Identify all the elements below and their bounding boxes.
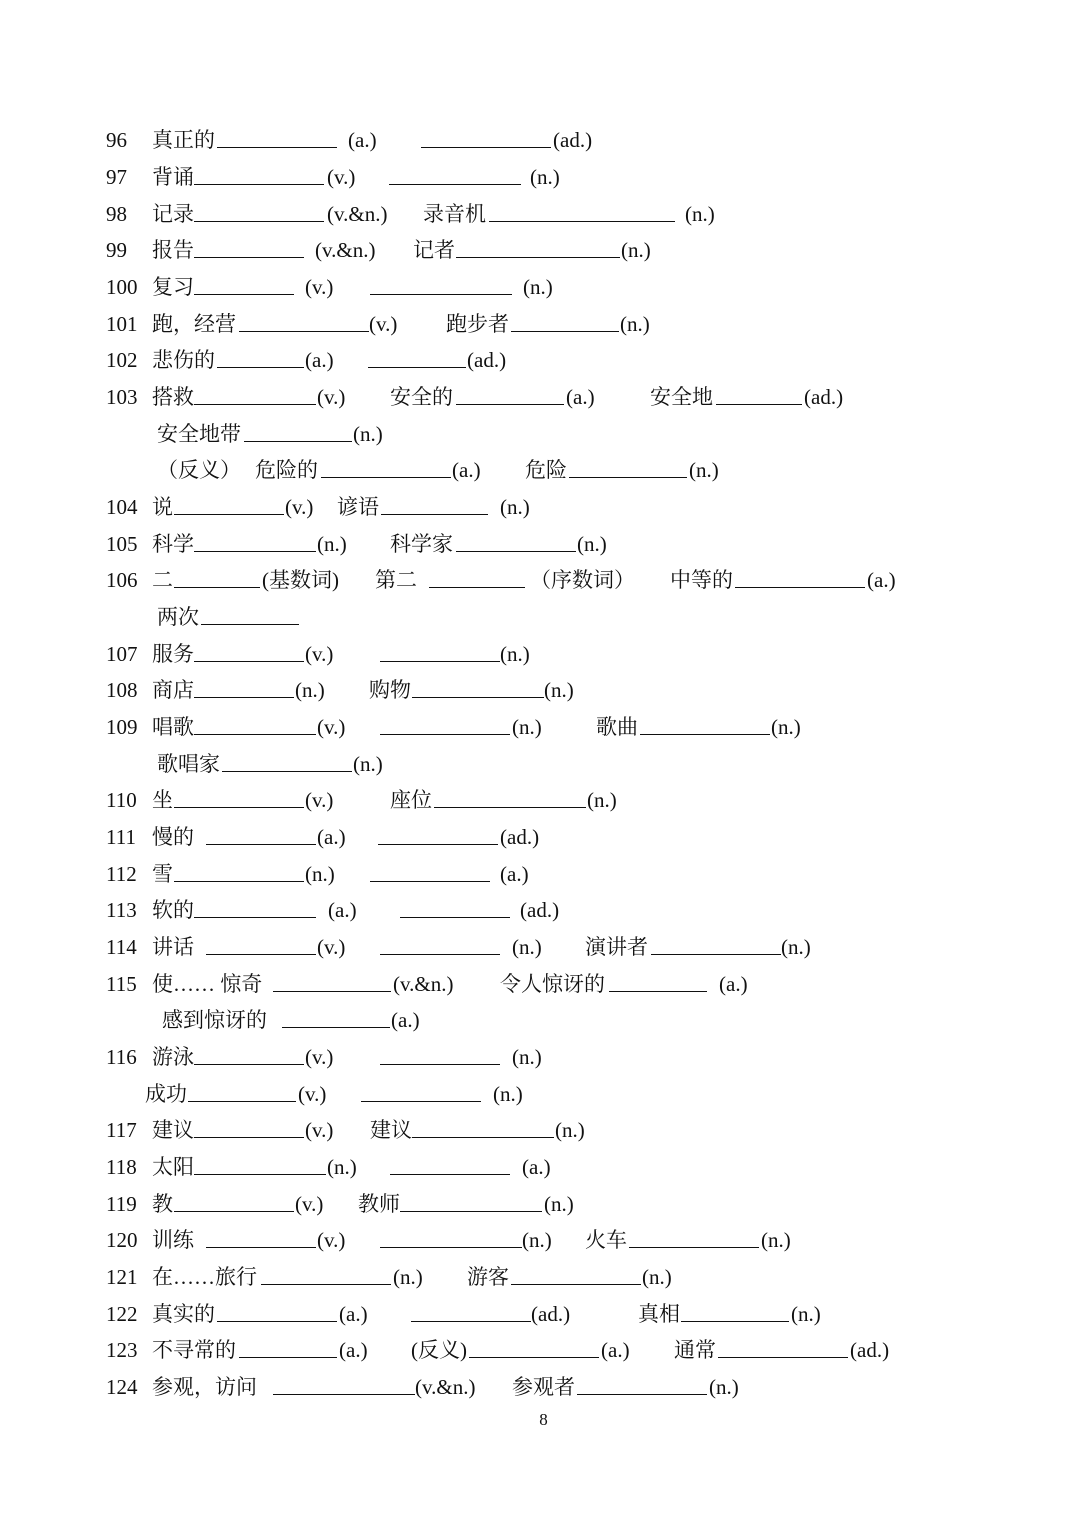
- item-number: 113: [106, 898, 137, 922]
- prompt-text: 训练: [152, 1228, 194, 1252]
- item-number: 106: [106, 568, 138, 592]
- prompt-text: 教师: [358, 1192, 400, 1216]
- prompt-text: (a.): [339, 1338, 368, 1362]
- item-number: 117: [106, 1118, 137, 1142]
- answer-blank[interactable]: [389, 184, 521, 185]
- answer-blank[interactable]: [456, 551, 576, 552]
- answer-blank[interactable]: [206, 1247, 316, 1248]
- prompt-text: (n.): [512, 935, 542, 959]
- prompt-text: (n.): [353, 752, 383, 776]
- prompt-text: 第二: [375, 568, 417, 592]
- prompt-text: 中等的: [670, 568, 733, 592]
- answer-blank[interactable]: [380, 954, 500, 955]
- answer-blank[interactable]: [434, 807, 586, 808]
- exercise-row-109: [0, 713, 1087, 741]
- answer-blank[interactable]: [194, 221, 324, 222]
- answer-blank[interactable]: [489, 221, 675, 222]
- exercise-row-97: [0, 163, 1087, 191]
- exercise-row-121: [0, 1263, 1087, 1291]
- exercise-row-110: [0, 786, 1087, 814]
- exercise-row-103b: [0, 420, 1087, 448]
- prompt-text: 科学: [152, 532, 194, 556]
- answer-blank[interactable]: [239, 331, 369, 332]
- exercise-row-100: [0, 273, 1087, 301]
- prompt-text: 科学家: [390, 532, 453, 556]
- exercise-row-120: [0, 1226, 1087, 1254]
- prompt-text: (ad.): [520, 898, 560, 922]
- prompt-text: (n.): [642, 1265, 672, 1289]
- prompt-text: (v.): [298, 1082, 327, 1106]
- item-number: 102: [106, 348, 138, 372]
- prompt-text: (v.): [317, 715, 346, 739]
- answer-blank[interactable]: [368, 367, 466, 368]
- answer-blank[interactable]: [174, 587, 260, 588]
- prompt-text: (基数词): [262, 568, 339, 592]
- answer-blank[interactable]: [511, 1284, 641, 1285]
- prompt-text: (v.&n.): [415, 1375, 476, 1399]
- prompt-text: 报告: [152, 238, 194, 262]
- prompt-text: (n.): [523, 275, 553, 299]
- exercise-row-119: [0, 1190, 1087, 1218]
- item-number: 98: [106, 202, 127, 226]
- answer-blank[interactable]: [511, 331, 619, 332]
- prompt-text: 讲话: [152, 935, 194, 959]
- prompt-text: (n.): [522, 1228, 552, 1252]
- prompt-text: 安全地带: [157, 422, 241, 446]
- answer-blank[interactable]: [273, 991, 391, 992]
- answer-blank[interactable]: [390, 1174, 510, 1175]
- prompt-text: (v.): [317, 385, 346, 409]
- answer-blank[interactable]: [194, 404, 316, 405]
- prompt-text: (v.): [317, 935, 346, 959]
- answer-blank[interactable]: [609, 991, 707, 992]
- item-number: 104: [106, 495, 138, 519]
- exercise-row-103c: [0, 456, 1087, 484]
- answer-blank[interactable]: [411, 1321, 531, 1322]
- answer-blank[interactable]: [194, 697, 294, 698]
- prompt-text: 教: [152, 1192, 173, 1216]
- prompt-text: 悲伤的: [152, 348, 215, 372]
- prompt-text: (v.): [317, 1228, 346, 1252]
- answer-blank[interactable]: [174, 881, 304, 882]
- prompt-text: (n.): [530, 165, 560, 189]
- prompt-text: 感到惊讶的: [162, 1008, 267, 1032]
- prompt-text: 背诵: [152, 165, 194, 189]
- prompt-text: 慢的: [152, 825, 194, 849]
- item-number: 118: [106, 1155, 137, 1179]
- prompt-text: (n.): [555, 1118, 585, 1142]
- prompt-text: 游客: [467, 1265, 509, 1289]
- exercise-row-109b: [0, 750, 1087, 778]
- answer-blank[interactable]: [429, 587, 525, 588]
- answer-blank[interactable]: [194, 551, 316, 552]
- prompt-text: (v.): [285, 495, 314, 519]
- answer-blank[interactable]: [174, 1211, 294, 1212]
- answer-blank[interactable]: [577, 1394, 707, 1395]
- exercise-row-96: [0, 126, 1087, 154]
- answer-blank[interactable]: [378, 844, 498, 845]
- prompt-text: (n.): [621, 238, 651, 262]
- answer-blank[interactable]: [244, 441, 352, 442]
- exercise-row-116: [0, 1043, 1087, 1071]
- prompt-text: 令人惊讶的: [500, 972, 605, 996]
- item-number: 103: [106, 385, 138, 409]
- prompt-text: 说: [152, 495, 173, 519]
- answer-blank[interactable]: [681, 1321, 789, 1322]
- prompt-text: 两次: [157, 605, 199, 629]
- prompt-text: (a.): [391, 1008, 420, 1032]
- item-number: 100: [106, 275, 138, 299]
- prompt-text: 歌唱家: [157, 752, 220, 776]
- prompt-text: （反义）: [157, 458, 241, 482]
- item-number: 122: [106, 1302, 138, 1326]
- answer-blank[interactable]: [321, 477, 451, 478]
- prompt-text: (n.): [577, 532, 607, 556]
- prompt-text: (a.): [867, 568, 896, 592]
- exercise-row-115: [0, 970, 1087, 998]
- answer-blank[interactable]: [217, 1321, 337, 1322]
- exercise-row-114: [0, 933, 1087, 961]
- exercise-row-112: [0, 860, 1087, 888]
- prompt-text: (a.): [719, 972, 748, 996]
- prompt-text: (n.): [353, 422, 383, 446]
- prompt-text: (ad.): [804, 385, 844, 409]
- prompt-text: (n.): [500, 495, 530, 519]
- prompt-text: 记录: [152, 202, 194, 226]
- exercise-row-124: [0, 1373, 1087, 1401]
- prompt-text: 商店: [152, 678, 194, 702]
- prompt-text: (v.): [305, 1118, 334, 1142]
- prompt-text: 参观，访问: [152, 1375, 257, 1399]
- prompt-text: 安全的: [390, 385, 453, 409]
- exercise-row-107: [0, 640, 1087, 668]
- prompt-text: 复习: [152, 275, 194, 299]
- answer-blank[interactable]: [174, 807, 304, 808]
- prompt-text: (a.): [348, 128, 377, 152]
- prompt-text: (a.): [522, 1155, 551, 1179]
- prompt-text: (n.): [709, 1375, 739, 1399]
- prompt-text: (v.): [305, 788, 334, 812]
- prompt-text: (n.): [327, 1155, 357, 1179]
- answer-blank[interactable]: [261, 1284, 391, 1285]
- item-number: 114: [106, 935, 137, 959]
- prompt-text: 在……旅行: [152, 1265, 257, 1289]
- prompt-text: (v.): [369, 312, 398, 336]
- answer-blank[interactable]: [380, 1064, 500, 1065]
- prompt-text: 不寻常的: [152, 1338, 236, 1362]
- answer-blank[interactable]: [629, 1247, 759, 1248]
- prompt-text: (a.): [452, 458, 481, 482]
- answer-blank[interactable]: [412, 697, 544, 698]
- answer-blank[interactable]: [735, 587, 865, 588]
- answer-blank[interactable]: [718, 1357, 848, 1358]
- answer-blank[interactable]: [194, 257, 304, 258]
- prompt-text: (v.&n.): [327, 202, 388, 226]
- prompt-text: 跑，经营: [152, 312, 236, 336]
- prompt-text: 火车: [585, 1228, 627, 1252]
- prompt-text: 使…… 惊奇: [152, 972, 263, 996]
- prompt-text: (n.): [512, 1045, 542, 1069]
- prompt-text: 雪: [152, 862, 173, 886]
- prompt-text: 成功: [145, 1082, 187, 1106]
- prompt-text: (n.): [512, 715, 542, 739]
- prompt-text: 游泳: [152, 1045, 194, 1069]
- answer-blank[interactable]: [206, 844, 316, 845]
- answer-blank[interactable]: [201, 624, 299, 625]
- prompt-text: 购物: [369, 678, 411, 702]
- prompt-text: (v.): [295, 1192, 324, 1216]
- prompt-text: 谚语: [337, 495, 379, 519]
- prompt-text: (n.): [393, 1265, 423, 1289]
- prompt-text: (a.): [500, 862, 529, 886]
- exercise-row-108: [0, 676, 1087, 704]
- item-number: 120: [106, 1228, 138, 1252]
- prompt-text: 真正的: [152, 128, 215, 152]
- prompt-text: (反义): [411, 1338, 467, 1362]
- prompt-text: 真相: [638, 1302, 680, 1326]
- prompt-text: (ad.): [531, 1302, 571, 1326]
- answer-blank[interactable]: [370, 294, 512, 295]
- item-number: 107: [106, 642, 138, 666]
- item-number: 110: [106, 788, 137, 812]
- answer-blank[interactable]: [188, 1101, 296, 1102]
- prompt-text: 参观者: [512, 1375, 575, 1399]
- prompt-text: 记者: [413, 238, 455, 262]
- prompt-text: 坐: [152, 788, 173, 812]
- item-number: 111: [106, 825, 136, 849]
- prompt-text: 建议: [152, 1118, 194, 1142]
- prompt-text: 录音机: [423, 202, 486, 226]
- prompt-text: 太阳: [152, 1155, 194, 1179]
- prompt-text: (v.&n.): [315, 238, 376, 262]
- prompt-text: 跑步者: [446, 312, 509, 336]
- answer-blank[interactable]: [239, 1357, 337, 1358]
- exercise-row-106b: [0, 603, 1087, 631]
- prompt-text: (n.): [587, 788, 617, 812]
- prompt-text: (n.): [771, 715, 801, 739]
- answer-blank[interactable]: [217, 367, 304, 368]
- answer-blank[interactable]: [412, 1137, 554, 1138]
- answer-blank[interactable]: [370, 881, 490, 882]
- prompt-text: 建议: [370, 1118, 412, 1142]
- prompt-text: (ad.): [500, 825, 540, 849]
- prompt-text: 真实的: [152, 1302, 215, 1326]
- prompt-text: 服务: [152, 642, 194, 666]
- item-number: 101: [106, 312, 138, 336]
- prompt-text: (a.): [328, 898, 357, 922]
- exercise-row-118: [0, 1153, 1087, 1181]
- prompt-text: (n.): [544, 678, 574, 702]
- prompt-text: (n.): [295, 678, 325, 702]
- prompt-text: (n.): [685, 202, 715, 226]
- item-number: 108: [106, 678, 138, 702]
- answer-blank[interactable]: [716, 404, 802, 405]
- answer-blank[interactable]: [400, 1211, 542, 1212]
- item-number: 115: [106, 972, 137, 996]
- answer-blank[interactable]: [569, 477, 687, 478]
- exercise-row-105: [0, 530, 1087, 558]
- answer-blank[interactable]: [361, 1101, 481, 1102]
- prompt-text: (n.): [305, 862, 335, 886]
- page-number: 8: [539, 1410, 548, 1429]
- answer-blank[interactable]: [194, 734, 316, 735]
- exercise-row-106: [0, 566, 1087, 594]
- prompt-text: (v.&n.): [393, 972, 454, 996]
- exercise-row-102: [0, 346, 1087, 374]
- prompt-text: (ad.): [850, 1338, 890, 1362]
- answer-blank[interactable]: [651, 954, 781, 955]
- exercise-row-117: [0, 1116, 1087, 1144]
- prompt-text: (n.): [761, 1228, 791, 1252]
- prompt-text: （序数词）: [530, 568, 635, 592]
- prompt-text: (v.): [305, 642, 334, 666]
- prompt-text: (v.): [305, 275, 334, 299]
- answer-blank[interactable]: [421, 147, 551, 148]
- answer-blank[interactable]: [282, 1027, 390, 1028]
- exercise-row-98: [0, 200, 1087, 228]
- item-number: 116: [106, 1045, 137, 1069]
- exercise-row-103: [0, 383, 1087, 411]
- answer-blank[interactable]: [380, 1247, 522, 1248]
- prompt-text: (n.): [500, 642, 530, 666]
- answer-blank[interactable]: [194, 661, 304, 662]
- prompt-text: 危险: [525, 458, 567, 482]
- prompt-text: (v.): [305, 1045, 334, 1069]
- prompt-text: (ad.): [553, 128, 593, 152]
- item-number: 97: [106, 165, 127, 189]
- exercise-row-104: [0, 493, 1087, 521]
- prompt-text: 歌曲: [596, 715, 638, 739]
- answer-blank[interactable]: [174, 514, 284, 515]
- prompt-text: (ad.): [467, 348, 507, 372]
- answer-blank[interactable]: [469, 1357, 599, 1358]
- prompt-text: (a.): [339, 1302, 368, 1326]
- answer-blank[interactable]: [456, 257, 620, 258]
- prompt-text: 安全地: [650, 385, 713, 409]
- item-number: 121: [106, 1265, 138, 1289]
- prompt-text: (n.): [544, 1192, 574, 1216]
- answer-blank[interactable]: [222, 771, 352, 772]
- prompt-text: 二: [152, 568, 173, 592]
- answer-blank[interactable]: [640, 734, 770, 735]
- answer-blank[interactable]: [456, 404, 564, 405]
- exercise-row-111: [0, 823, 1087, 851]
- prompt-text: 危险的: [255, 458, 318, 482]
- prompt-text: (n.): [317, 532, 347, 556]
- item-number: 105: [106, 532, 138, 556]
- item-number: 123: [106, 1338, 138, 1362]
- item-number: 109: [106, 715, 138, 739]
- answer-blank[interactable]: [206, 954, 316, 955]
- exercise-row-116b: [0, 1080, 1087, 1108]
- answer-blank[interactable]: [194, 184, 324, 185]
- exercise-row-122: [0, 1300, 1087, 1328]
- prompt-text: (n.): [493, 1082, 523, 1106]
- prompt-text: (a.): [305, 348, 334, 372]
- item-number: 119: [106, 1192, 137, 1216]
- exercise-row-101: [0, 310, 1087, 338]
- exercise-row-99: [0, 236, 1087, 264]
- exercise-row-113: [0, 896, 1087, 924]
- answer-blank[interactable]: [194, 294, 294, 295]
- prompt-text: 通常: [674, 1338, 716, 1362]
- answer-blank[interactable]: [380, 661, 500, 662]
- prompt-text: (v.): [327, 165, 356, 189]
- prompt-text: (n.): [781, 935, 811, 959]
- item-number: 112: [106, 862, 137, 886]
- prompt-text: (a.): [601, 1338, 630, 1362]
- answer-blank[interactable]: [217, 147, 337, 148]
- answer-blank[interactable]: [194, 1137, 304, 1138]
- prompt-text: 演讲者: [585, 935, 648, 959]
- answer-blank[interactable]: [194, 917, 316, 918]
- exercise-row-123: [0, 1336, 1087, 1364]
- item-number: 96: [106, 128, 127, 152]
- item-number: 99: [106, 238, 127, 262]
- answer-blank[interactable]: [194, 1064, 304, 1065]
- exercise-row-115b: [0, 1006, 1087, 1034]
- prompt-text: (a.): [566, 385, 595, 409]
- prompt-text: (n.): [791, 1302, 821, 1326]
- prompt-text: (n.): [620, 312, 650, 336]
- answer-blank[interactable]: [400, 917, 510, 918]
- prompt-text: 唱歌: [152, 715, 194, 739]
- prompt-text: (n.): [689, 458, 719, 482]
- answer-blank[interactable]: [194, 1174, 326, 1175]
- prompt-text: 软的: [152, 898, 194, 922]
- prompt-text: 座位: [390, 788, 432, 812]
- answer-blank[interactable]: [273, 1394, 415, 1395]
- answer-blank[interactable]: [381, 514, 488, 515]
- item-number: 124: [106, 1375, 138, 1399]
- prompt-text: 搭救: [152, 385, 194, 409]
- answer-blank[interactable]: [380, 734, 510, 735]
- prompt-text: (a.): [317, 825, 346, 849]
